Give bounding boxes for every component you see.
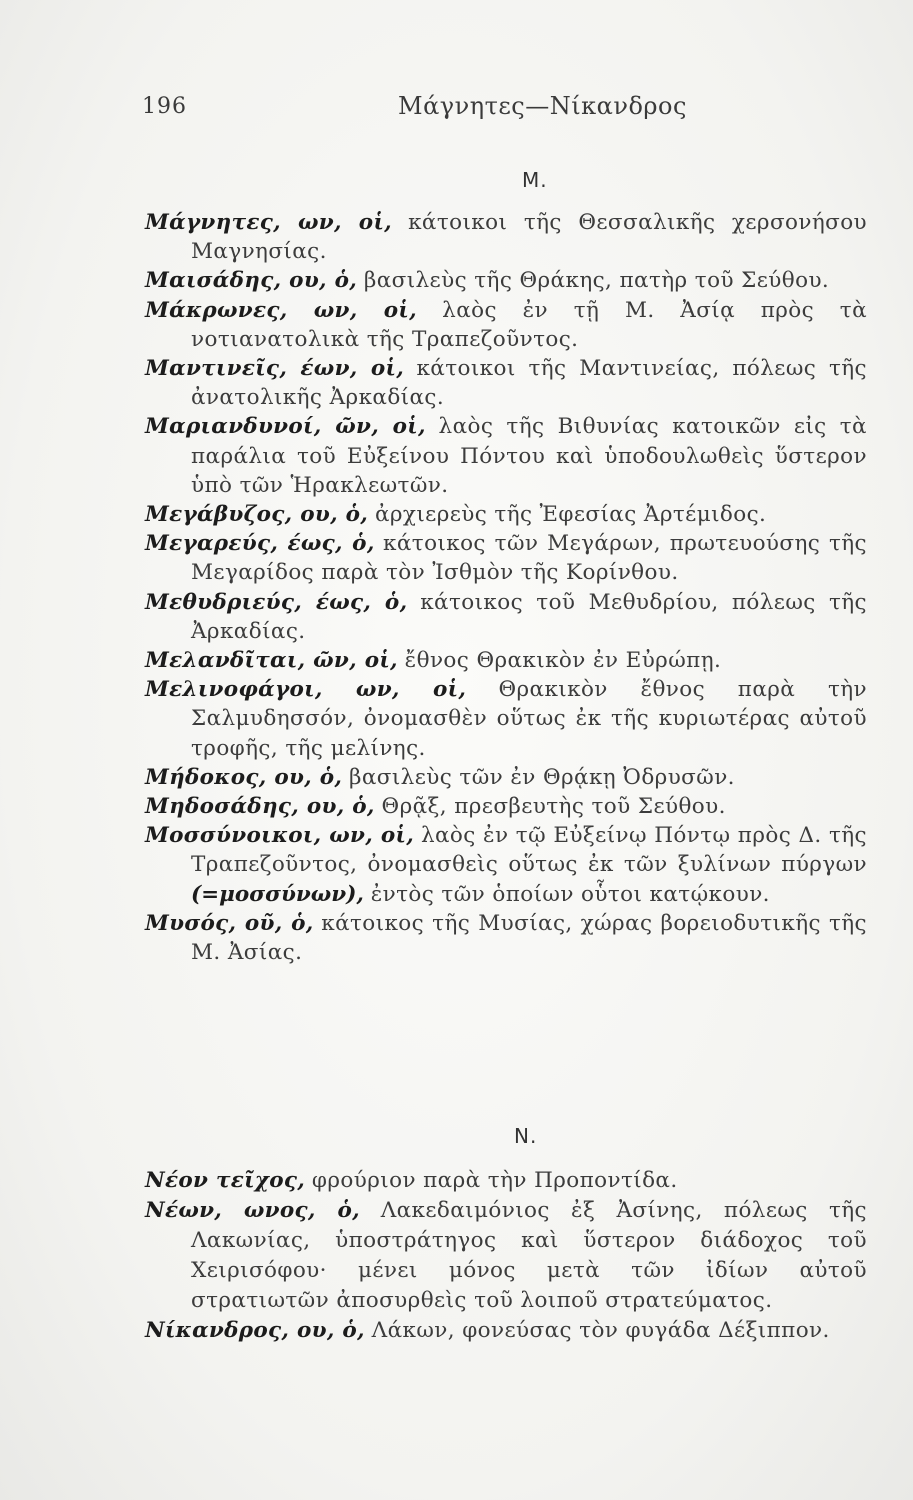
glossary-entry	[145, 412, 867, 500]
entry-headword: Μυσός, οῦ, ὁ,	[145, 910, 314, 936]
page-number: 196	[142, 94, 187, 119]
entry-definition: Λακεδαιμόνιος ἐξ Ἀσίνης, πόλεως τῆς Λακωνίας, ὑποστράτηγος καὶ ὕστερον διάδοχος τοῦ Χειρισόφου· μένει μόνος μετὰ τῶν ἰδίων αὐτοῦ στρατιωτῶν ἀποσυρθεὶς τοῦ λοιποῦ στρατεύματος.	[191, 1198, 867, 1313]
entry-list-m	[145, 208, 867, 967]
entry-definition: ἔθνος Θρακικὸν ἐν Εὐρώπῃ.	[404, 648, 722, 674]
entry-headword: Μεγαρεύς, έως, ὁ,	[145, 531, 375, 557]
entry-headword: Μάκρωνες, ων, οἱ,	[145, 297, 417, 323]
glossary-entry	[145, 529, 867, 587]
glossary-entry	[145, 792, 867, 821]
running-head: Μάγνητες—Νίκανδρος	[398, 92, 687, 120]
entry-headword: Μήδοκος, ου, ὁ,	[145, 764, 343, 790]
entry-headword: Νίκανδρος, ου, ὁ,	[145, 1318, 365, 1343]
entry-definition: κάτοικος τοῦ Μεθυδρίου, πόλεως τῆς Ἀρκαδίας.	[191, 589, 867, 644]
entry-definition: κάτοικοι τῆς Θεσσαλικῆς χερσονήσου Μαγνησίας.	[191, 210, 868, 265]
glossary-entry	[145, 763, 867, 792]
entry-definition: ἀρχιερεὺς τῆς Ἐφεσίας Ἀρτέμιδος.	[374, 502, 767, 528]
entry-definition: βασιλεὺς τῶν ἐν Θρᾴκῃ Ὀδρυσῶν.	[349, 764, 735, 790]
entry-headword: Μελινοφάγοι, ων, οἱ,	[145, 677, 467, 703]
glossary-entry	[145, 208, 867, 266]
glossary-entry	[145, 821, 867, 909]
entry-headword: Μηδοσάδης, ου, ὁ,	[145, 794, 375, 820]
entry-definition: Θρακικὸν ἔθνος παρὰ τὴν Σαλμυδησσόν, ὀνομασθὲν οὕτως ἐκ τῆς κυριωτέρας αὐτοῦ τροφῆς, τῆς μελίνης.	[191, 677, 867, 761]
entry-headword: Μαισάδης, ου, ὁ,	[145, 268, 358, 294]
entry-definition: κάτοικοι τῆς Μαντινείας, πόλεως τῆς ἀνατολικῆς Ἀρκαδίας.	[191, 356, 867, 411]
entry-definition: λαὸς τῆς Βιθυνίας κατοικῶν εἰς τὰ παράλια τοῦ Εὐξείνου Πόντου καὶ ὑποδουλωθεὶς ὕστερον ὑπὸ τῶν Ἡρακλεωτῶν.	[191, 414, 867, 498]
entry-headword: Νέων, ωνος, ὁ,	[145, 1198, 360, 1223]
glossary-entry	[145, 588, 867, 646]
entry-headword: Μαριανδυνοί, ῶν, οἱ,	[145, 414, 426, 440]
entry-definition: κάτοικος τῶν Μεγάρων, πρωτευούσης τῆς Μεγαρίδος παρὰ τὸν Ἰσθμὸν τῆς Κορίνθου.	[191, 531, 868, 586]
section-letter-m: Μ.	[522, 168, 548, 192]
entry-definition: λαὸς ἐν τῷ Εὐξείνῳ Πόντῳ πρὸς Δ. τῆς Τραπεζοῦντος, ὀνομασθεὶς οὕτως ἐκ τῶν ξυλίνων πύργων	[191, 823, 867, 878]
glossary-entry	[145, 1316, 867, 1346]
entry-headword: Νέον τεῖχος,	[145, 1168, 306, 1193]
entry-headword: Μεγάβυζος, ου, ὁ,	[145, 502, 369, 528]
entry-definition: κάτοικος τῆς Μυσίας, χώρας βορειοδυτικῆς τῆς Μ. Ἀσίας.	[191, 910, 867, 966]
entry-definition: φρούριον παρὰ τὴν Προποντίδα.	[311, 1168, 678, 1193]
section-letter-n: Ν.	[514, 1124, 538, 1148]
entry-headword: Μαντινεῖς, έων, οἱ,	[145, 356, 405, 382]
glossary-entry	[145, 266, 867, 295]
entry-headword: Μεθυδριεύς, έως, ὁ,	[145, 589, 408, 615]
entry-headword: Μελανδῖται, ῶν, οἱ,	[145, 648, 398, 674]
glossary-entry	[145, 500, 867, 529]
entry-gloss-bold: (=μοσσύνων),	[191, 881, 364, 907]
glossary-entry	[145, 909, 867, 967]
entry-definition: βασιλεὺς τῆς Θράκης, πατὴρ τοῦ Σεύθου.	[363, 268, 830, 294]
entry-definition: Θρᾷξ, πρεσβευτὴς τοῦ Σεύθου.	[381, 794, 726, 820]
glossary-entry	[145, 354, 867, 412]
glossary-entry	[145, 1166, 867, 1196]
glossary-entry	[145, 1196, 867, 1316]
entry-definition: λαὸς ἐν τῇ Μ. Ἀσίᾳ πρὸς τὰ νοτιανατολικὰ τῆς Τραπεζοῦντος.	[191, 297, 867, 352]
glossary-entry	[145, 675, 867, 763]
entry-list-n	[145, 1166, 867, 1346]
glossary-entry	[145, 296, 867, 354]
entry-headword: Μοσσύνοικοι, ων, οἱ,	[145, 823, 415, 849]
entry-headword: Μάγνητες, ων, οἱ,	[145, 210, 392, 235]
entry-definition: Λάκων, φονεύσας τὸν φυγάδα Δέξιππον.	[371, 1318, 830, 1343]
glossary-entry	[145, 646, 867, 675]
entry-definition-tail: ἐντὸς τῶν ὁποίων οὗτοι κατῴκουν.	[370, 881, 770, 907]
